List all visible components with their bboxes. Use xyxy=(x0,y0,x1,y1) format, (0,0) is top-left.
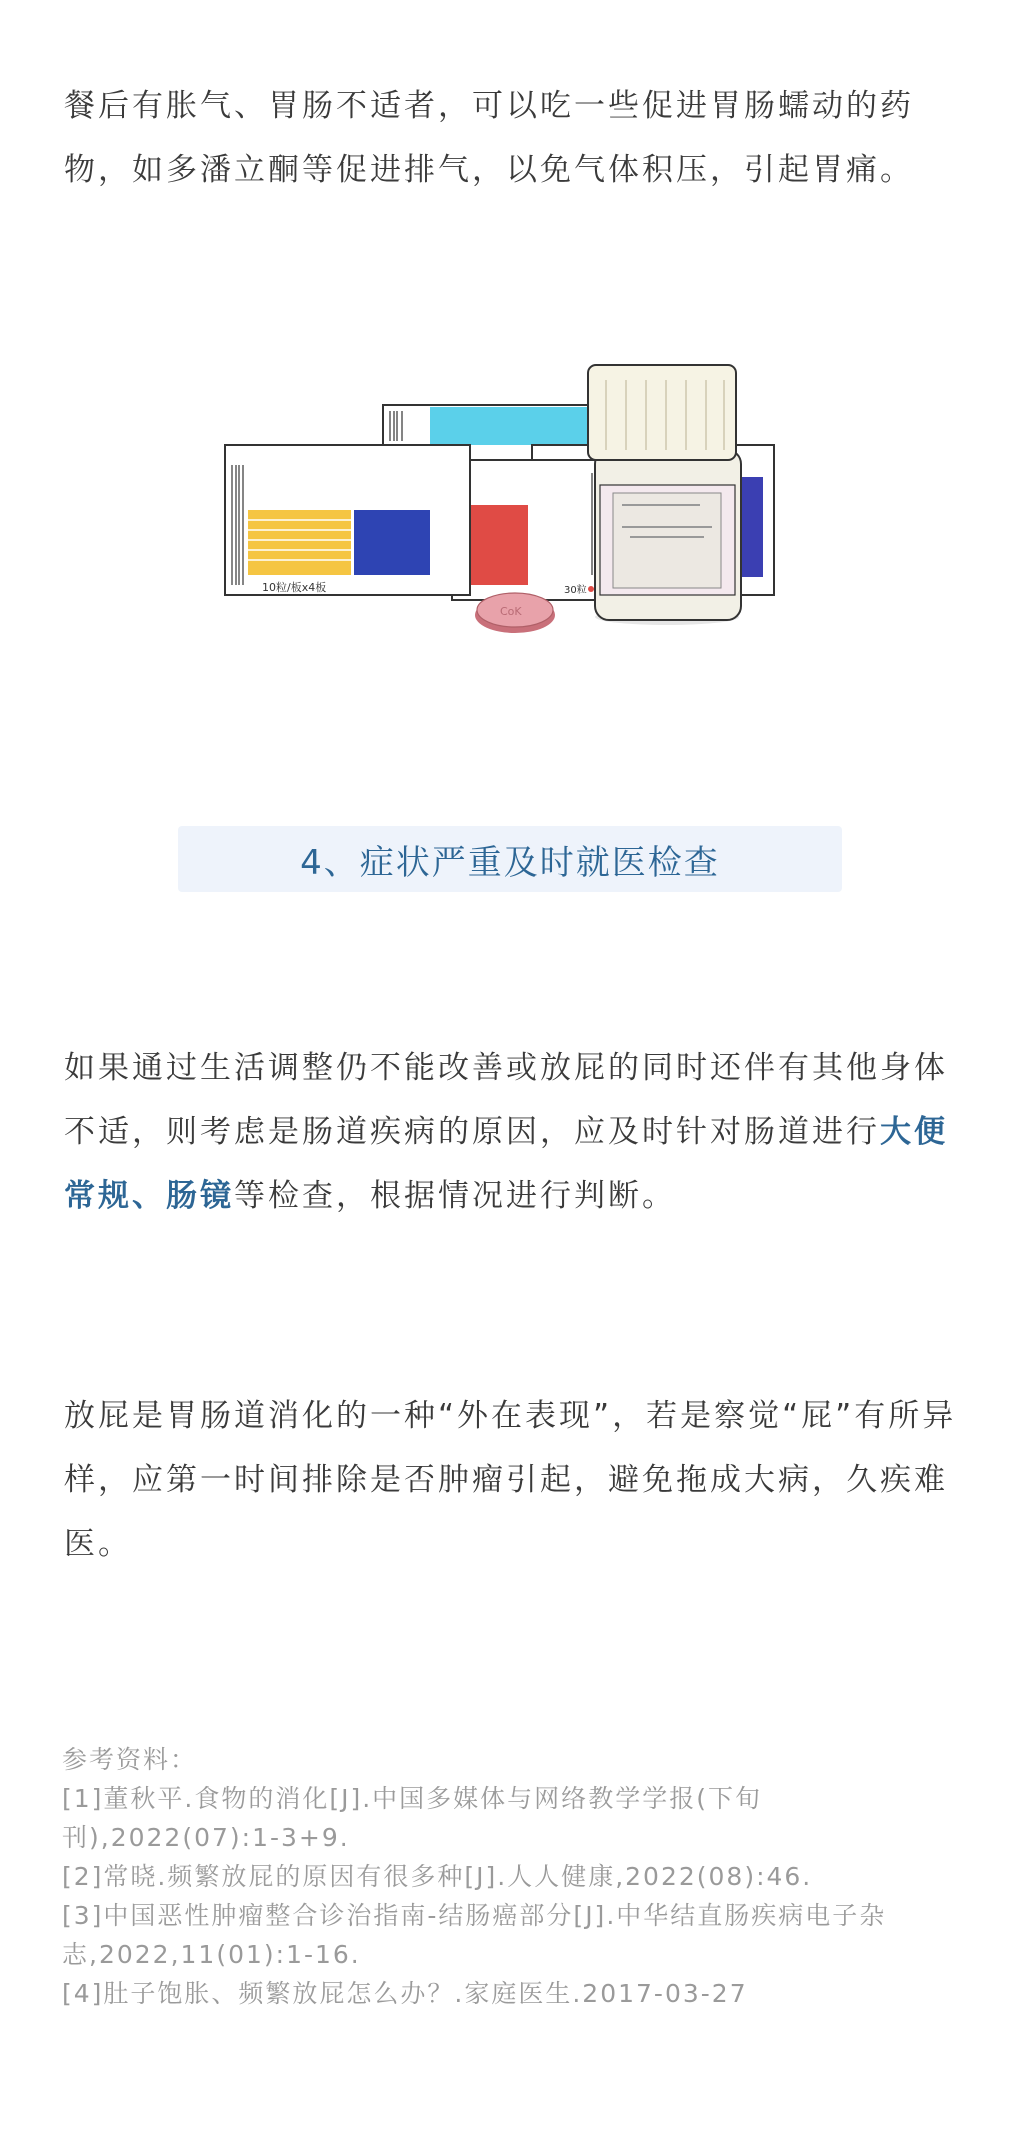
reference-item: [1]董秋平.食物的消化[J].中国多媒体与网络教学学报(下旬刊),2022(07):1-3+9. xyxy=(62,1784,762,1852)
highlighted-exams: 大便常规、肠镜 xyxy=(64,1114,948,1214)
paragraph-medical-check xyxy=(64,1036,964,1228)
pill-bottle xyxy=(588,365,741,625)
paragraph-conclusion: 放屁是胃肠道消化的一种“外在表现”，若是察觉“屁”有所异样，应第一时间排除是否肿瘤引起，避免拖成大病，久疾难医。 xyxy=(64,1398,957,1562)
box1-label: 10粒/板x4板 xyxy=(262,581,327,594)
para2-text-after: 等检查，根据情况进行判断。 xyxy=(234,1178,676,1214)
references-heading: 参考资料： xyxy=(62,1745,198,1774)
section-heading-box xyxy=(178,826,842,892)
section-title: 4、症状严重及时就医检查 xyxy=(300,842,720,883)
pink-pill xyxy=(475,593,555,633)
reference-item: [4]肚子饱胀、频繁放屁怎么办？.家庭医生.2017-03-27 xyxy=(62,1979,748,2008)
pill-text: CoK xyxy=(500,605,522,618)
references xyxy=(62,1740,962,2013)
medicine-box-middle xyxy=(452,460,612,600)
para2-text-before: 如果通过生活调整仍不能改善或放屁的同时还伴有其他身体不适，则考虑是肠道疾病的原因，应及时针对肠道进行 xyxy=(64,1050,948,1150)
medicine-illustration xyxy=(220,355,800,645)
reference-item: [2]常晓.频繁放屁的原因有很多种[J].人人健康,2022(08):46. xyxy=(62,1862,813,1891)
intro-paragraph: 餐后有胀气、胃肠不适者，可以吃一些促进胃肠蠕动的药物，如多潘立酮等促进排气，以免气体积压，引起胃痛。 xyxy=(64,88,914,188)
box2-label: 30粒 xyxy=(564,585,587,596)
reference-item: [3]中国恶性肿瘤整合诊治指南-结肠癌部分[J].中华结直肠疾病电子杂志,2022,11(01):1-16. xyxy=(62,1901,887,1969)
medicine-box-front xyxy=(225,445,470,595)
